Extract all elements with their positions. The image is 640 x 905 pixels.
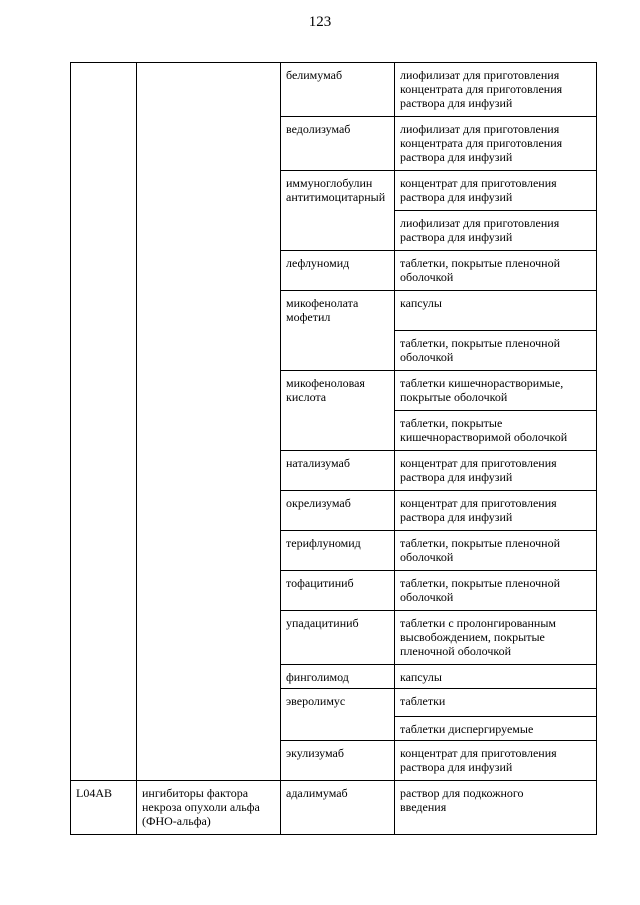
dosage-form-cell: концентрат для приготовления раствора для инфузий — [395, 451, 597, 491]
drug-name-cell: микофенолата мофетил — [281, 291, 395, 371]
page-number: 123 — [308, 14, 332, 30]
drug-name-cell: белимумаб — [281, 63, 395, 117]
dosage-form-cell: таблетки, покрытые пленочной оболочкой — [395, 531, 597, 571]
drug-name-cell: эверолимус — [281, 689, 395, 741]
drug-name-cell: натализумаб — [281, 451, 395, 491]
drug-name-cell: лефлуномид — [281, 251, 395, 291]
dosage-form-cell: капсулы — [395, 291, 597, 331]
table-row — [71, 63, 597, 117]
drug-name-cell: ведолизумаб — [281, 117, 395, 171]
dosage-form-cell: таблетки, покрытые пленочной оболочкой — [395, 251, 597, 291]
dosage-form-cell: концентрат для приготовления раствора для инфузий — [395, 741, 597, 781]
dosage-form-cell: концентрат для приготовления раствора для инфузий — [395, 491, 597, 531]
drug-name-cell: упадацитиниб — [281, 611, 395, 665]
dosage-form-cell: таблетки — [395, 689, 597, 717]
dosage-form-cell: таблетки, покрытые пленочной оболочкой — [395, 571, 597, 611]
dosage-form-cell: лиофилизат для приготовления концентрата для приготовления раствора для инфузий — [395, 63, 597, 117]
drug-name-cell: окрелизумаб — [281, 491, 395, 531]
dosage-form-cell: концентрат для приготовления раствора для инфузий — [395, 171, 597, 211]
group-name-cell: ингибиторы фактора некроза опухоли альфа (ФНО-альфа) — [137, 781, 281, 835]
dosage-form-cell: лиофилизат для приготовления раствора для инфузий — [395, 211, 597, 251]
drug-name-cell: иммуноглобулин антитимоцитарный — [281, 171, 395, 251]
drug-name-cell: тофацитиниб — [281, 571, 395, 611]
dosage-form-cell: таблетки, покрытые пленочной оболочкой — [395, 331, 597, 371]
dosage-form-cell: таблетки с пролонгированным высвобождением, покрытые пленочной оболочкой — [395, 611, 597, 665]
code-cell: L04AB — [71, 781, 137, 835]
dosage-form-cell: лиофилизат для приготовления концентрата для приготовления раствора для инфузий — [395, 117, 597, 171]
dosage-form-cell: капсулы — [395, 665, 597, 689]
code-cell-empty — [71, 63, 137, 781]
dosage-form-cell: таблетки, покрытые кишечнорастворимой оболочкой — [395, 411, 597, 451]
drug-name-cell: адалимумаб — [281, 781, 395, 835]
drug-name-cell: экулизумаб — [281, 741, 395, 781]
drug-name-cell: микофеноловая кислота — [281, 371, 395, 451]
dosage-form-cell: таблетки диспергируемые — [395, 717, 597, 741]
table-row-group — [71, 781, 597, 835]
drug-name-cell: терифлуномид — [281, 531, 395, 571]
group-cell-empty — [137, 63, 281, 781]
dosage-form-cell: таблетки кишечнорастворимые, покрытые оболочкой — [395, 371, 597, 411]
drug-name-cell: финголимод — [281, 665, 395, 689]
dosage-form-cell: раствор для подкожного введения — [395, 781, 597, 835]
drug-table — [70, 62, 597, 835]
